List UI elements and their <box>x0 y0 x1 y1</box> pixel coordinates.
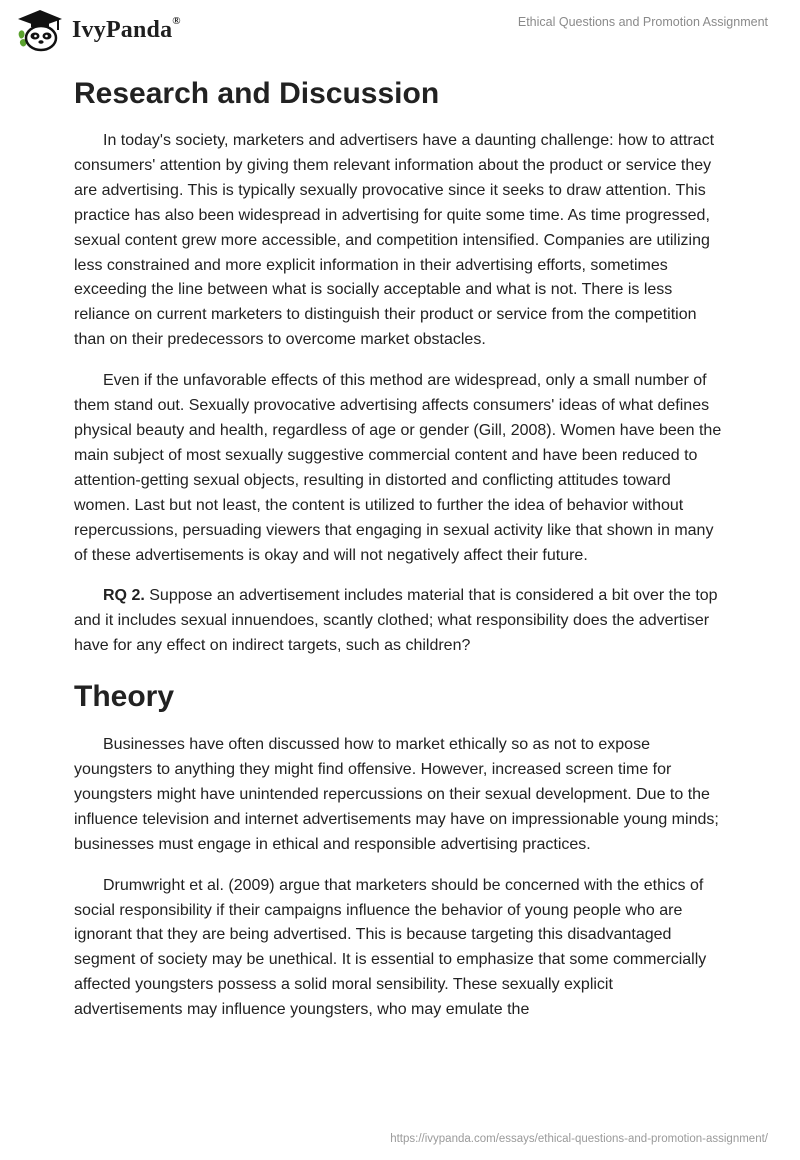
panda-logo-icon <box>14 8 66 52</box>
ivypanda-logo[interactable] <box>14 8 181 52</box>
theory-paragraph-2: Drumwright et al. (2009) argue that marketers should be concerned with the ethics of social responsibility if their campaigns influence the behavior of young people who are ignorant that they are being advertised. This is because targeting this disadvantaged segment of society may be unethical. It is essential to emphasize that some commercially affected youngsters possess a solid moral sensibility. These sexually explicit advertisements may influence youngsters, who may emulate the <box>74 876 707 1019</box>
essay-content <box>74 70 722 1039</box>
rq-text: Suppose an advertisement includes material that is considered a bit over the top and it includes sexual innuendoes, scantly clothed; what responsibility does the advertiser have for any effect on indirect targets, such as children? <box>74 587 718 655</box>
page-header <box>0 0 800 60</box>
research-question <box>74 584 722 659</box>
research-paragraph-1: In today's society, marketers and advertisers have a daunting challenge: how to attract consumers' attention by giving them relevant information about the product or service they are advertising. This is typically sexually provocative since it seeks to draw attention. This practice has also been widespread in advertising for quite some time. As time progressed, sexual content grew more accessible, and competition intensified. Companies are utilizing less constrained and more explicit information in their advertising efforts, sometimes exceeding the line between what is socially acceptable and what is not. There is less reliance on current marketers to distinguish their product or service from the competition than on their predecessors to overcome market obstacles. <box>74 132 715 349</box>
research-paragraph-2: Even if the unfavorable effects of this method are widespread, only a small number of them stand out. Sexually provocative advertising affects consumers' ideas of what defines physical beauty and health, regardless of age or gender (Gill, 2008). Women have been the main subject of most sexually suggestive commercial content and have been reduced to attention-getting sexual objects, resulting in distorted and conflicting attitudes toward women. Last but not least, the content is utilized to further the idea of behavior without repercussions, persuading viewers that engaging in sexual activity like that shown in many of these advertisements is okay and will not negatively affect their future. <box>74 372 722 564</box>
source-url-link[interactable]: https://ivypanda.com/essays/ethical-questions-and-promotion-assignment/ <box>390 1133 768 1145</box>
rq-label: RQ 2. <box>103 587 145 605</box>
section-heading-theory: Theory <box>74 680 175 714</box>
section-heading-research: Research and Discussion <box>74 77 440 110</box>
brand-name: IvyPanda® <box>72 14 181 43</box>
theory-paragraph-1: Businesses have often discussed how to market ethically so as not to expose youngsters to anything they might find offensive. However, increased screen time for youngsters might have unintended repercussions on their sexual development. Due to the influence television and internet advertisements may have on impressionable young minds; businesses must engage in ethical and responsible advertising practices. <box>74 736 719 853</box>
document-title: Ethical Questions and Promotion Assignment <box>517 15 768 29</box>
